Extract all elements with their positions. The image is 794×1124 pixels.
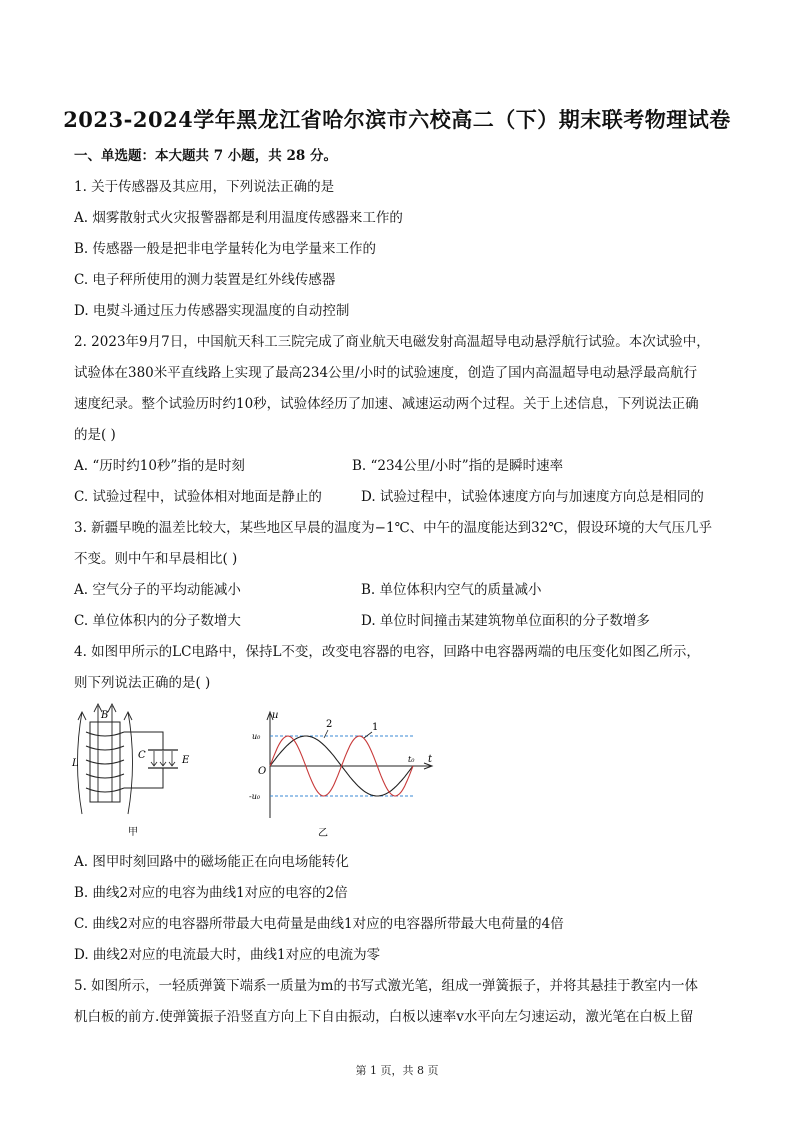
curve-2-leader — [324, 730, 328, 738]
question-2-option-d: D. 试验过程中，试验体速度方向与加速度方向总是相同的 — [361, 489, 704, 505]
question-3-line-1: 3. 新疆早晚的温差比较大，某些地区早晨的温度为−1℃、中午的温度能达到32℃，假设环境的大气压几乎 — [74, 520, 712, 536]
question-1-option-c: C. 电子秤所使用的测力装置是红外线传感器 — [74, 272, 336, 288]
question-5-line-2: 机白板的前方.使弹簧振子沿竖直方向上下自由振动，白板以速率v水平向左匀速运动，激光笔在白板上留 — [74, 1009, 694, 1025]
label-origin: O — [258, 766, 267, 777]
question-4-option-d: D. 曲线2对应的电流最大时，曲线1对应的电流为零 — [74, 947, 381, 963]
question-4-line-1: 4. 如图甲所示的LC电路中，保持L不变，改变电容器的电容，回路中电容器两端的电压变化如图乙所示， — [74, 644, 700, 660]
caption-jia: 甲 — [128, 827, 138, 838]
question-3-option-b: B. 单位体积内空气的质量减小 — [361, 582, 542, 598]
outer-field-lines — [78, 712, 133, 814]
caption-yi: 乙 — [318, 828, 328, 839]
question-3-option-c: C. 单位体积内的分子数增大 — [74, 613, 241, 629]
lc-circuit-figure — [68, 702, 228, 842]
question-2-option-c: C. 试验过程中，试验体相对地面是静止的 — [74, 489, 322, 505]
question-1-option-d: D. 电熨斗通过压力传感器实现温度的自动控制 — [74, 303, 350, 319]
coil-icon — [86, 732, 124, 792]
question-2-line-1: 2. 2023年9月7日，中国航天科工三院完成了商业航天电磁发射高温超导电动悬浮航行试验。本次试验中， — [74, 334, 710, 350]
curve-1-label: 1 — [372, 722, 379, 733]
question-2-option-b: B. “234公里/小时”指的是瞬时速率 — [352, 458, 564, 474]
section-heading: 一、单选题：本大题共 7 小题，共 28 分。 — [74, 148, 337, 164]
label-t0: t₀ — [408, 755, 415, 764]
question-2-option-a: A. “历时约10秒”指的是时刻 — [74, 458, 245, 474]
label-u0: u₀ — [252, 732, 261, 741]
question-2-line-4: 的是( ) — [74, 427, 116, 443]
question-1-option-b: B. 传感器一般是把非电学量转化为电学量来工作的 — [74, 241, 377, 257]
inductor-core — [90, 722, 120, 802]
question-4-option-a: A. 图甲时刻回路中的磁场能正在向电场能转化 — [74, 854, 349, 870]
curve-2-label: 2 — [326, 719, 333, 730]
question-4-option-c: C. 曲线2对应的电容器所带最大电荷量是曲线1对应的电容器所带最大电荷量的4倍 — [74, 916, 564, 932]
label-b: B — [101, 710, 109, 721]
label-l: L — [72, 758, 79, 769]
label-c: C — [138, 750, 146, 761]
question-3-line-2: 不变。则中午和早晨相比( ) — [74, 551, 238, 567]
label-t: t — [428, 754, 433, 765]
curve-1-leader — [364, 732, 372, 738]
label-neg-u0: -u₀ — [249, 792, 261, 801]
question-2-line-2: 试验体在380米平直线路上实现了最高234公里/小时的试验速度，创造了国内高温超导电动悬浮最高航行 — [74, 365, 698, 381]
label-e: E — [182, 755, 190, 766]
page-footer: 第 1 页，共 8 页 — [355, 1064, 439, 1077]
page-title: 2023-2024学年黑龙江省哈尔滨市六校高二（下）期末联考物理试卷 — [63, 107, 731, 132]
question-3-option-a: A. 空气分子的平均动能减小 — [74, 582, 241, 598]
question-2-line-3: 速度纪录。整个试验历时约10秒，试验体经历了加速、减速运动两个过程。关于上述信息，下列说法正确 — [74, 396, 699, 412]
electric-field-arrow-icon — [151, 751, 175, 766]
label-u: u — [272, 710, 279, 721]
question-1-stem: 1. 关于传感器及其应用，下列说法正确的是 — [74, 179, 335, 195]
question-3-option-d: D. 单位时间撞击某建筑物单位面积的分子数增多 — [361, 613, 650, 629]
question-4-option-b: B. 曲线2对应的电容为曲线1对应的电容的2倍 — [74, 885, 348, 901]
question-1-option-a: A. 烟雾散射式火灾报警器都是利用温度传感器来工作的 — [74, 210, 403, 226]
question-5-line-1: 5. 如图所示，一轻质弹簧下端系一质量为m的书写式激光笔，组成一弹簧振子，并将其悬挂于教室内一体 — [74, 978, 698, 994]
question-4-line-2: 则下列说法正确的是( ) — [74, 675, 211, 691]
voltage-graph-figure — [248, 708, 438, 843]
